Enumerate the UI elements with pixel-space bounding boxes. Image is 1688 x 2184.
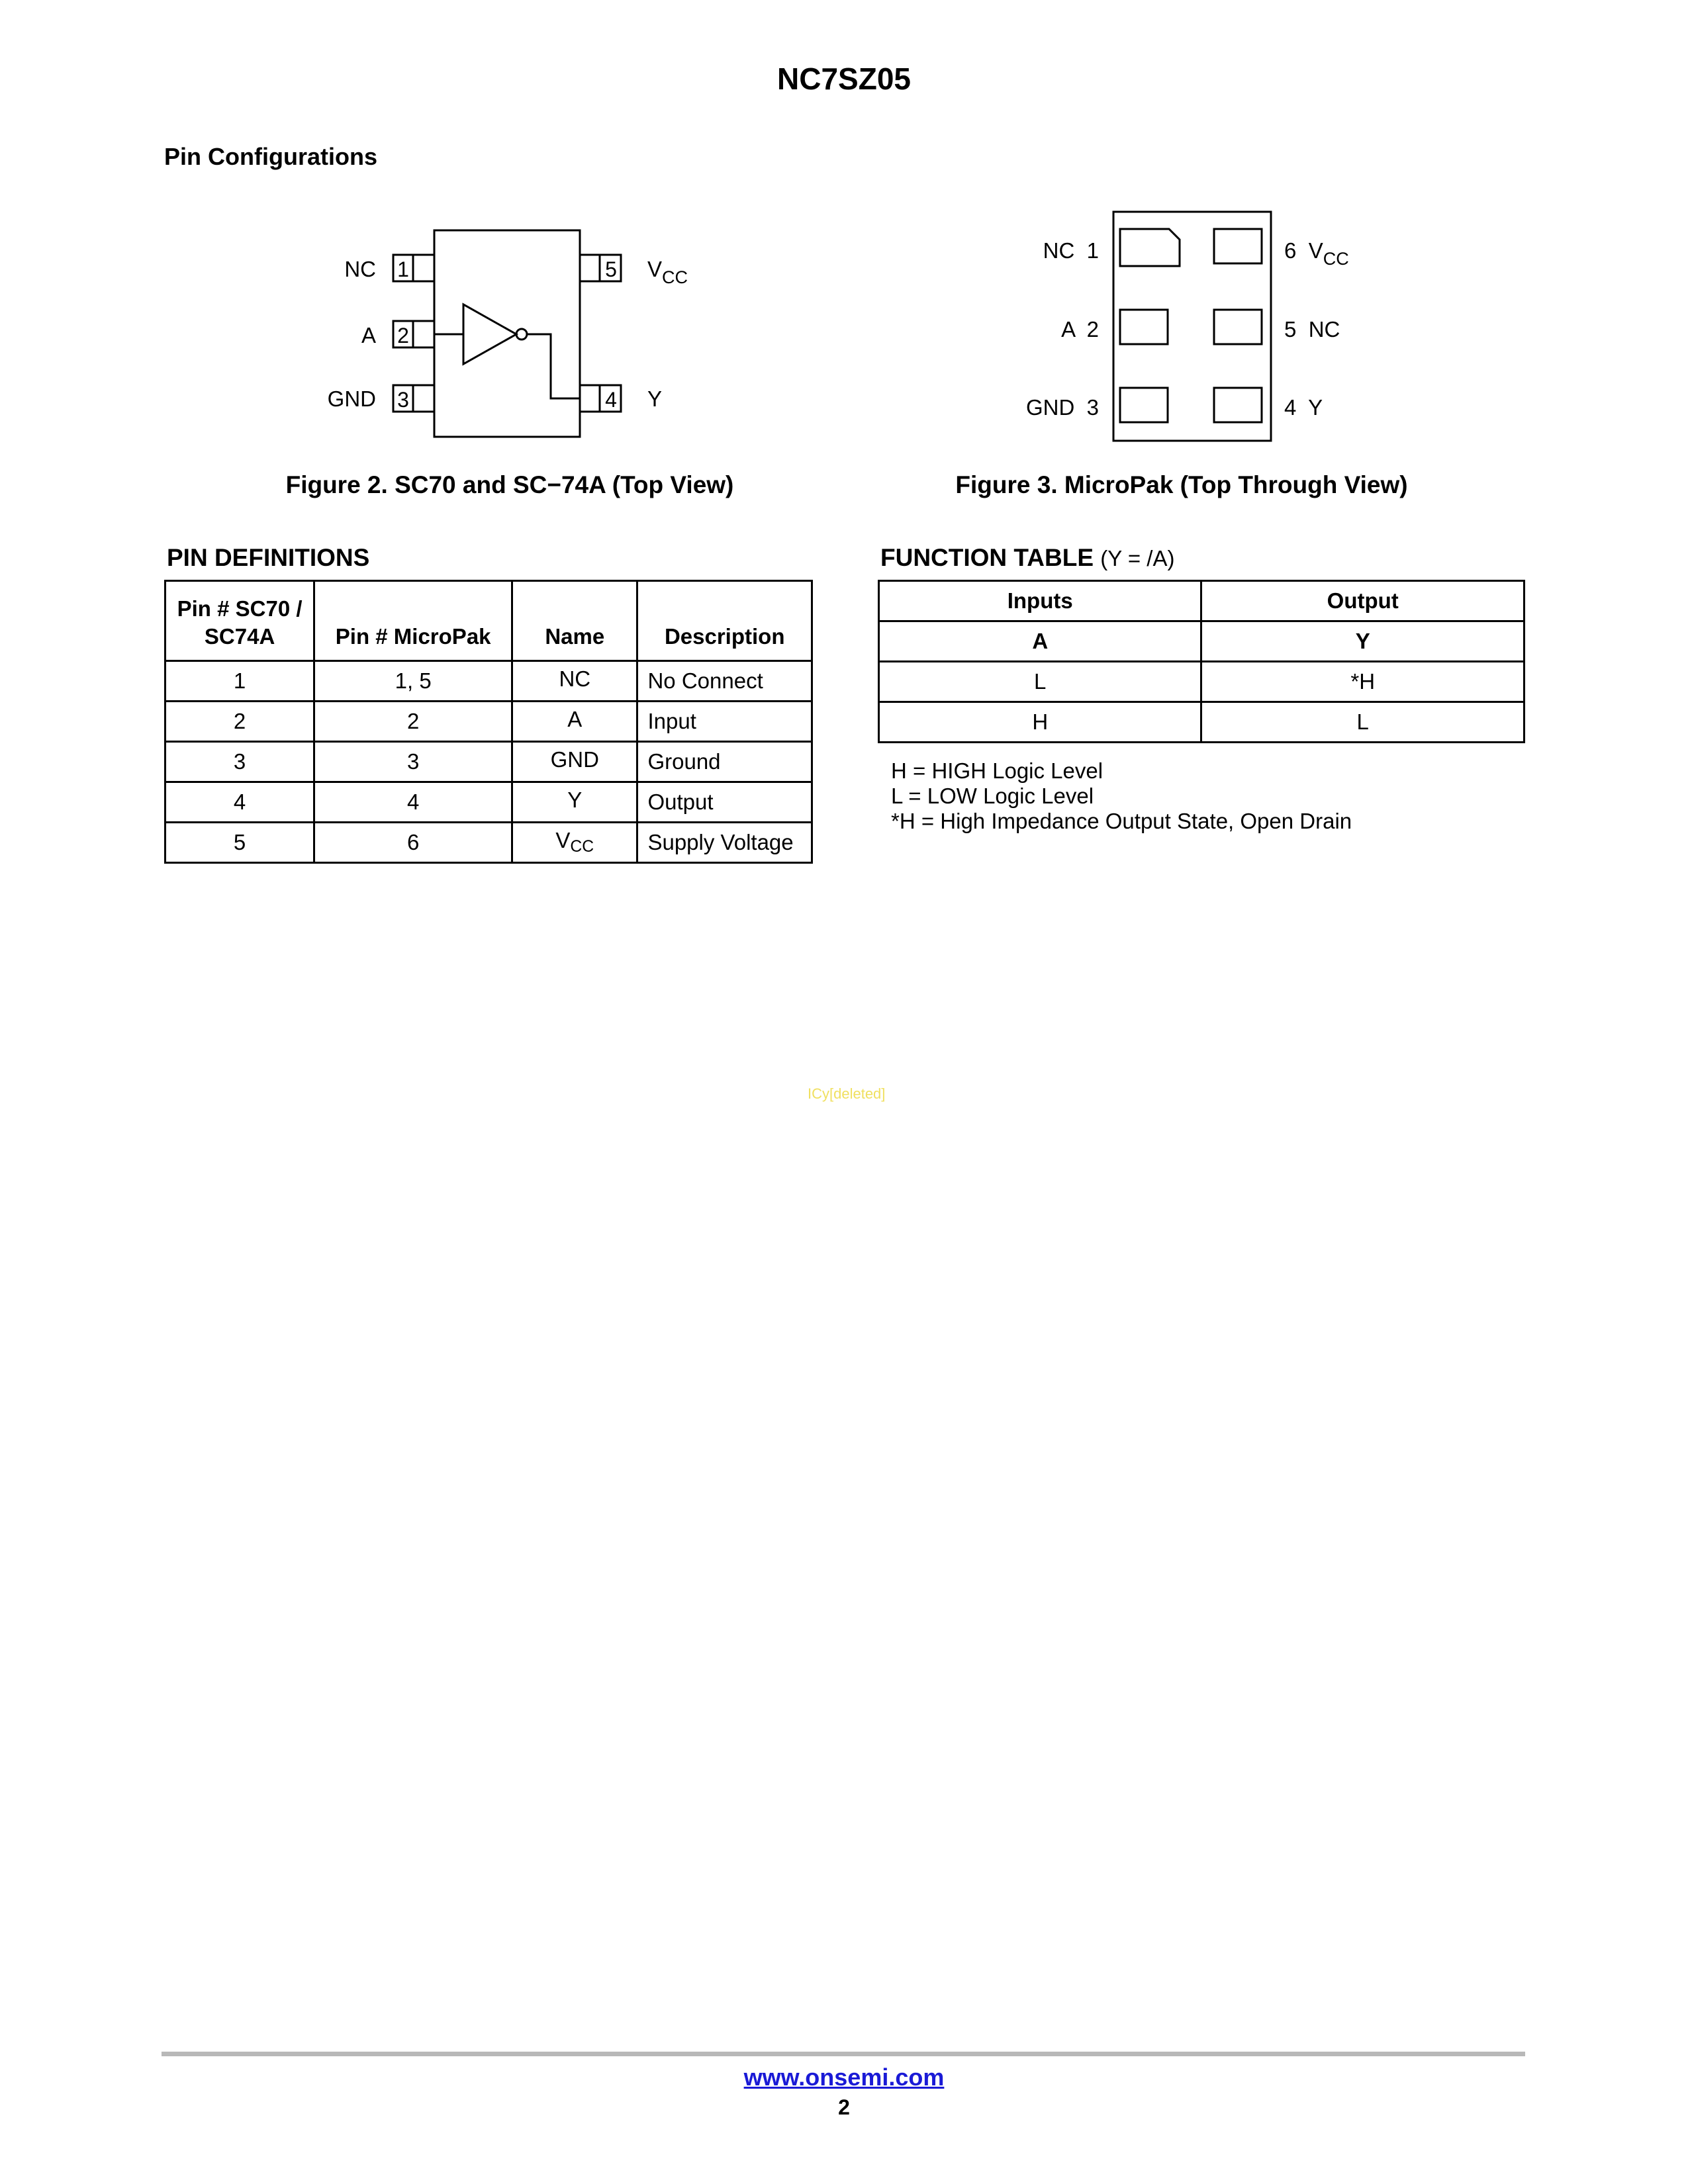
footer-divider	[162, 2052, 1525, 2056]
table-row	[165, 661, 812, 702]
function-table	[878, 580, 1525, 743]
pin-definitions-heading: PIN DEFINITIONS	[167, 544, 370, 571]
sc70-pin-3-num: 3	[397, 388, 409, 412]
cell-description: Supply Voltage	[637, 823, 812, 863]
cell-micropak: 6	[314, 823, 512, 863]
table-row	[879, 702, 1524, 743]
sc70-pin-2-label: A	[361, 323, 376, 347]
page-number: 2	[838, 2095, 850, 2119]
cell-y: L	[1201, 702, 1524, 743]
cell-description: Output	[637, 782, 812, 823]
cell-description: Input	[637, 702, 812, 742]
cell-micropak: 2	[314, 702, 512, 742]
table-row	[165, 782, 812, 823]
header-name: Name	[512, 581, 637, 661]
cell-micropak: 4	[314, 782, 512, 823]
sc70-pin-1-label: NC	[344, 257, 376, 281]
cell-sc70: 5	[165, 823, 314, 863]
legend-item: *H = High Impedance Output State, Open Drain	[891, 809, 1352, 833]
pin-definitions-table	[164, 580, 813, 864]
header-pin-sc70: Pin # SC70 / SC74A	[165, 581, 314, 661]
micropak-right-pin-5: 5 NC	[1284, 317, 1340, 341]
inverter-symbol-icon	[463, 304, 516, 364]
table-row	[879, 662, 1524, 702]
header-a: A	[879, 621, 1201, 662]
cell-name: NC	[512, 661, 637, 702]
sc70-pin-5-label: $V_{CC}$	[647, 257, 688, 287]
micropak-right-pin-6: 6 $V_{CC}$	[1284, 238, 1349, 269]
watermark: ICy[deleted]	[808, 1085, 886, 1102]
function-table-heading: FUNCTION TABLE (Y = /A)	[880, 544, 1175, 571]
header-inputs: Inputs	[879, 581, 1201, 621]
header-pin-micropak: Pin # MicroPak	[314, 581, 512, 661]
cell-sc70: 1	[165, 661, 314, 702]
sc70-pin-4-num: 4	[605, 388, 617, 412]
sc70-pin-5-num: 5	[605, 257, 617, 281]
sc70-pin-3-label: GND	[327, 387, 376, 411]
footer-website-link[interactable]: www.onsemi.com	[743, 2064, 945, 2091]
sc70-pin-2-num: 2	[397, 324, 409, 347]
cell-a: L	[879, 662, 1201, 702]
cell-name: A	[512, 702, 637, 742]
cell-sc70: 3	[165, 742, 314, 782]
table-row	[165, 702, 812, 742]
micropak-left-pin-1: NC 1	[1043, 238, 1099, 263]
section-title: Pin Configurations	[164, 143, 377, 170]
legend-item: H = HIGH Logic Level	[891, 758, 1103, 783]
micropak-right-pin-4: 4 Y	[1284, 395, 1323, 420]
sc70-package-diagram	[305, 218, 715, 450]
cell-a: H	[879, 702, 1201, 743]
cell-name: Y	[512, 782, 637, 823]
header-output: Output	[1201, 581, 1524, 621]
sc70-pin-4-label: Y	[647, 387, 663, 411]
micropak-package-diagram	[1006, 205, 1390, 450]
micropak-left-pin-3: GND 3	[1025, 395, 1099, 420]
header-y: Y	[1201, 621, 1524, 662]
table-row	[165, 742, 812, 782]
document-title: NC7SZ05	[777, 62, 911, 96]
cell-micropak: 3	[314, 742, 512, 782]
table-row	[165, 823, 812, 863]
function-legend	[891, 758, 1352, 834]
cell-micropak: 1, 5	[314, 661, 512, 702]
cell-name: GND	[512, 742, 637, 782]
cell-y: *H	[1201, 662, 1524, 702]
figure3-caption: Figure 3. MicroPak (Top Through View)	[955, 471, 1408, 498]
header-description: Description	[637, 581, 812, 661]
cell-description: Ground	[637, 742, 812, 782]
cell-sc70: 2	[165, 702, 314, 742]
cell-name: $V_{CC}$	[512, 823, 637, 863]
sc70-pin-1-num: 1	[397, 257, 409, 281]
micropak-left-pin-2: A 2	[1061, 317, 1099, 341]
legend-item: L = LOW Logic Level	[891, 784, 1094, 808]
pin1-marker-pad	[1120, 229, 1180, 266]
figure2-caption: Figure 2. SC70 and SC−74A (Top View)	[285, 471, 734, 498]
cell-sc70: 4	[165, 782, 314, 823]
cell-description: No Connect	[637, 661, 812, 702]
